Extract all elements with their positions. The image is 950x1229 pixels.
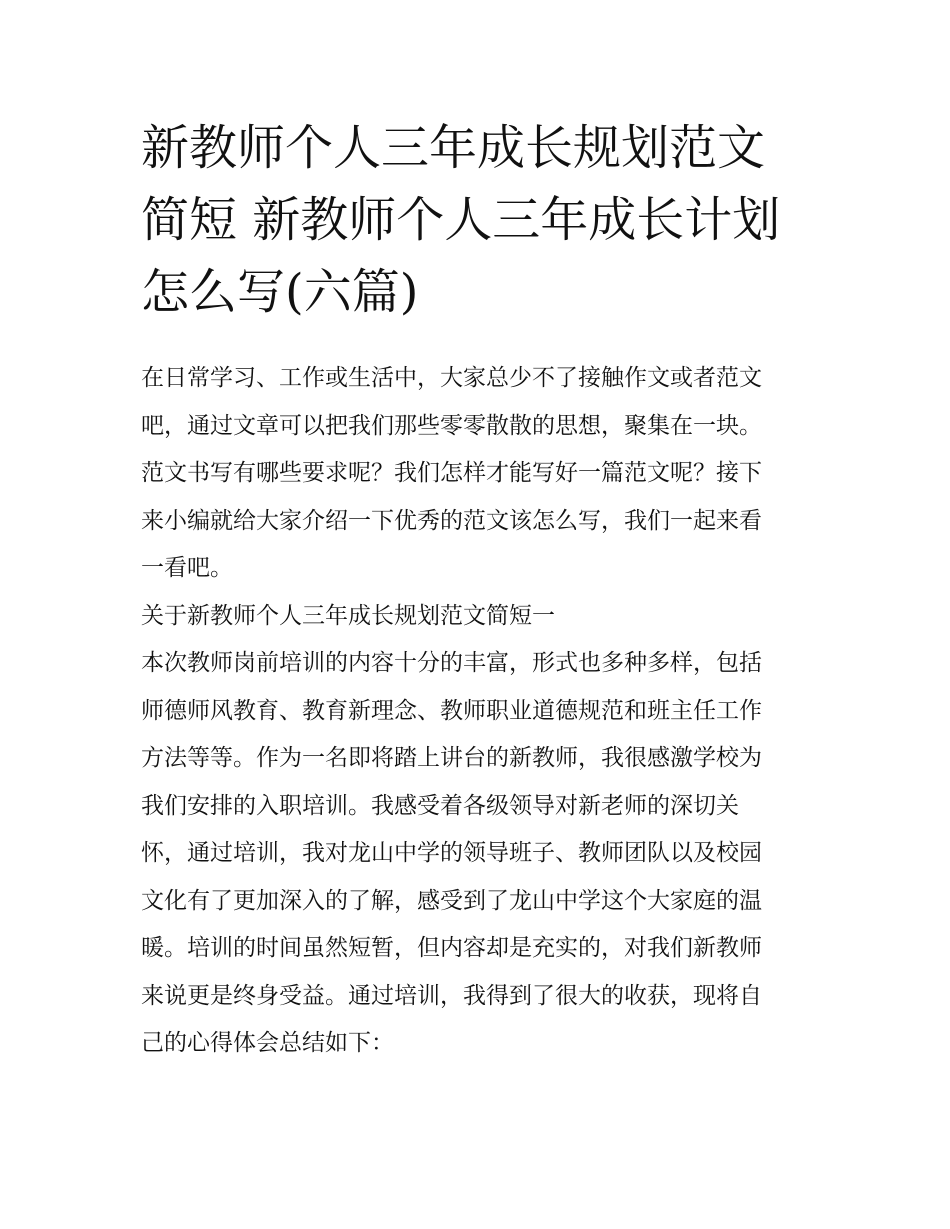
document-body [141,355,831,1068]
paragraph-line: 在日常学习、工作或生活中，大家总少不了接触作文或者范文 [141,365,762,391]
paragraph-line: 范文书写有哪些要求呢？我们怎样才能写好一篇范文呢？接下 [141,460,762,486]
paragraph-line: 师德师风教育、教育新理念、教师职业道德规范和班主任工作 [141,697,762,724]
paragraph-line: 文化有了更加深入的了解，感受到了龙山中学这个大家庭的温 [141,887,762,914]
document-title [141,112,821,328]
paragraph-line: 暖。培训的时间虽然短暂，但内容却是充实的，对我们新教师 [141,935,762,961]
paragraph-line: 本次教师岗前培训的内容十分的丰富，形式也多种多样，包括 [141,650,762,676]
paragraph-line: 来小编就给大家介绍一下优秀的范文该怎么写，我们一起来看 [141,507,762,534]
intro-paragraph [141,355,831,593]
paragraph-line: 吧，通过文章可以把我们那些零零散散的思想，聚集在一块。 [141,412,762,439]
paragraph-line: 方法等等。作为一名即将踏上讲台的新教师，我很感激学校为 [141,745,762,771]
paragraph-line: 来说更是终身受益。通过培训，我得到了很大的收获，现将自 [141,982,762,1009]
section-paragraph [141,640,831,1068]
title-line: 怎么写(六篇) [141,264,419,320]
paragraph-line: 我们安排的入职培训。我感受着各级领导对新老师的深切关 [141,792,739,819]
paragraph-line: 怀，通过培训，我对龙山中学的领导班子、教师团队以及校园 [141,840,762,866]
paragraph-line: 一看吧。 [141,555,233,581]
title-line: 新教师个人三年成长规划范文 [141,120,766,176]
section-heading: 关于新教师个人三年成长规划范文简短一 [141,602,555,629]
title-line: 简短 新教师个人三年成长计划 [141,192,781,248]
paragraph-line: 己的心得体会总结如下： [141,1030,394,1056]
